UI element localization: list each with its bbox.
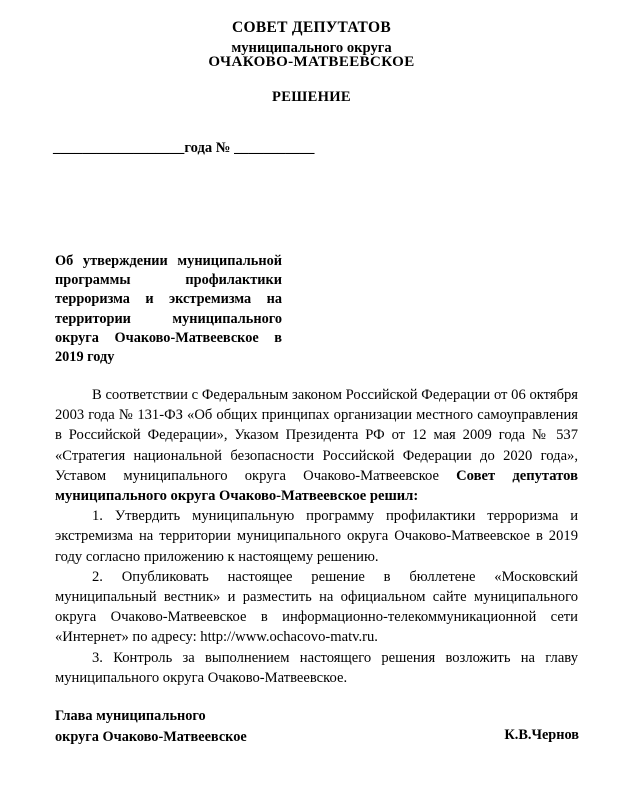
district-label: муниципального округа [231,40,392,56]
decision-body [55,385,578,688]
decision-item-2: 2. Опубликовать настоящее решение в бюллетене «Московский муниципальный вестник» и разместить на официальном сайте муниципального округа Очаково-Матвеевское в информационно-телекоммуникационной сети «Интернет» по адресу: http://www.ochacovo-matv.ru. [55,568,578,646]
signatory-title-line-2: округа Очаково-Матвеевское [55,729,247,745]
preamble-paragraph [55,385,578,506]
decision-item-3: 3. Контроль за выполнением настоящего решения возложить на главу муниципального округа Очаково-Матвеевское. [55,649,578,686]
signatory-name: К.В.Чернов [504,727,579,743]
council-title: СОВЕТ ДЕПУТАТОВ [231,19,391,36]
district-name: ОЧАКОВО-МАТВЕЕВСКОЕ [208,54,415,70]
decision-subject: Об утверждении муниципальной программы профилактики терроризма и экстремизма на территории муниципального округа Очаково-Матвеевское в 2019 году [55,253,282,366]
preamble-resolution: Совет депутатов муниципального округа Очаково-Матвеевское решил: [55,467,578,505]
document-type: РЕШЕНИЕ [272,89,351,105]
decision-item-1: 1. Утвердить муниципальную программу профилактики терроризма и экстремизма на территории муниципального округа Очаково-Матвеевское в 2019 году согласно приложению к настоящему решению. [55,508,578,565]
preamble-text: В соответствии с Федеральным законом Российской Федерации от 06 октября 2003 года № 131-ФЗ «Об общих принципах организации местного самоуправления в Российской Федерации», Указом Президента РФ от 12 мая 2009 года № 537 «Стратегия национальной безопасности Российской Федерации до 2020 года», Уставом муниципального округа Очаково-Матвеевское [55,387,578,484]
date-number-line: __________________года № ___________ [53,140,315,156]
signatory-title-line-1: Глава муниципального [55,708,206,724]
signatory-title [55,706,247,748]
